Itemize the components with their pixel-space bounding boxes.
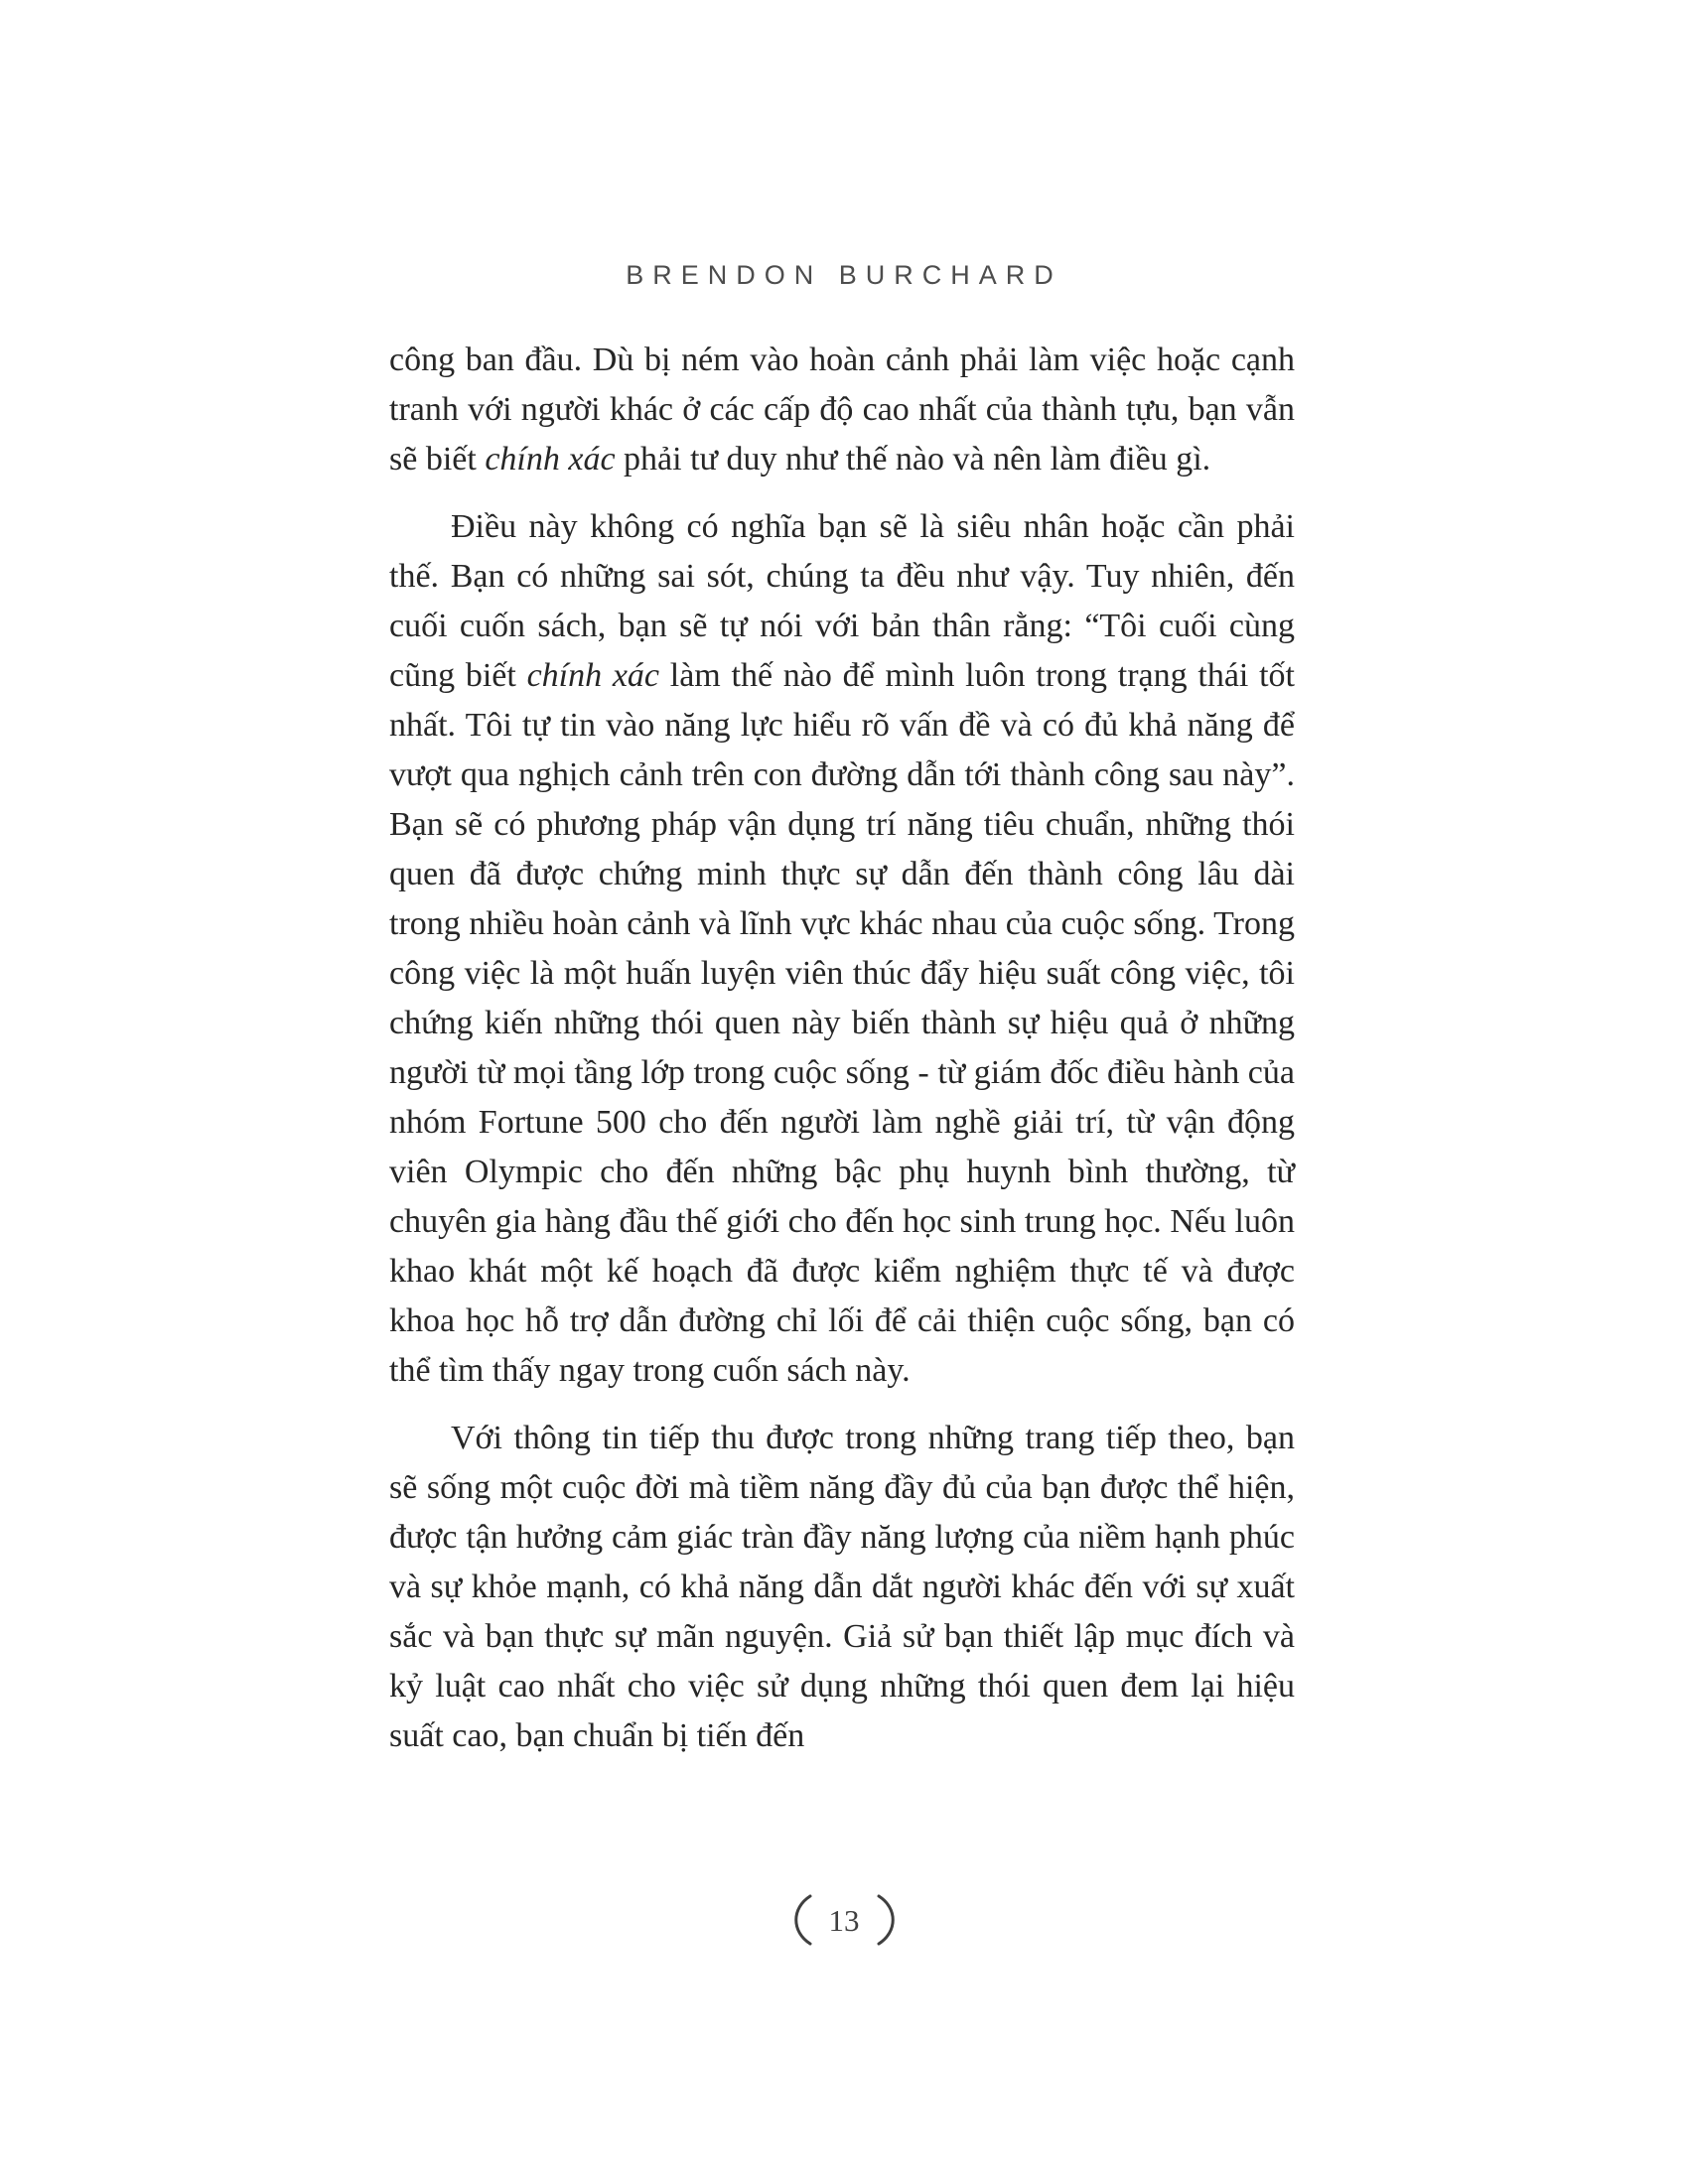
page-footer (0, 1891, 1688, 1949)
page-body (389, 336, 1295, 1779)
paragraph (389, 1414, 1295, 1761)
body-text-segment: phải tư duy như thế nào và nên làm điều gì. (615, 441, 1211, 478)
paragraph (389, 502, 1295, 1396)
page-number: 13 (828, 1902, 860, 1938)
emphasized-text: chính xác (526, 657, 660, 694)
body-text-segment: Điều này không có nghĩa bạn sẽ là siêu nhân hoặc cần phải thế. Bạn có những sai sót, chúng ta đều như vậy. Tuy nhiên, đến cuối cuốn sách, bạn sẽ tự nói với bản thân rằng: “Tôi cuối cùng cũng biết (389, 508, 1295, 694)
body-text-segment: Với thông tin tiếp thu được trong những trang tiếp theo, bạn sẽ sống một cuộc đời mà tiềm năng đầy đủ của bạn được thể hiện, được tận hưởng cảm giác tràn đầy năng lượng của niềm hạnh phúc và sự khỏe mạnh, có khả năng dẫn dắt người khác đến với sự xuất sắc và bạn thực sự mãn nguyện. Giả sử bạn thiết lập mục đích và kỷ luật cao nhất cho việc sử dụng những thói quen đem lại hiệu suất cao, bạn chuẩn bị tiến đến (389, 1420, 1295, 1754)
left-arc-icon (779, 1891, 815, 1949)
emphasized-text: chính xác (485, 441, 616, 478)
running-header: BRENDON BURCHARD (626, 260, 1062, 290)
body-text-segment: làm thế nào để mình luôn trong trạng thái tốt nhất. Tôi tự tin vào năng lực hiểu rõ vấn đề và có đủ khả năng để vượt qua nghịch cảnh trên con đường dẫn tới thành công sau này”. Bạn sẽ có phương pháp vận dụng trí năng tiêu chuẩn, những thói quen đã được chứng minh thực sự dẫn đến thành công lâu dài trong nhiều hoàn cảnh và lĩnh vực khác nhau của cuộc sống. Trong công việc là một huấn luyện viên thúc đẩy hiệu suất công việc, tôi chứng kiến những thói quen này biến thành sự hiệu quả ở những người từ mọi tầng lớp trong cuộc sống - từ giám đốc điều hành của nhóm Fortune 500 cho đến người làm nghề giải trí, từ vận động viên Olympic cho đến những bậc phụ huynh bình thường, từ chuyên gia hàng đầu thế giới cho đến học sinh trung học. Nếu luôn khao khát một kế hoạch đã được kiểm nghiệm thực tế và được khoa học hỗ trợ dẫn đường chỉ lối để cải thiện cuộc sống, bạn có thể tìm thấy ngay trong cuốn sách này. (389, 657, 1296, 1389)
body-text-segment: công ban đầu. Dù bị ném vào hoàn cảnh phải làm việc hoặc cạnh tranh với người khác ở các cấp độ cao nhất của thành tựu, bạn vẫn sẽ biết (389, 341, 1295, 478)
paragraph (389, 336, 1295, 484)
right-arc-icon (874, 1891, 910, 1949)
